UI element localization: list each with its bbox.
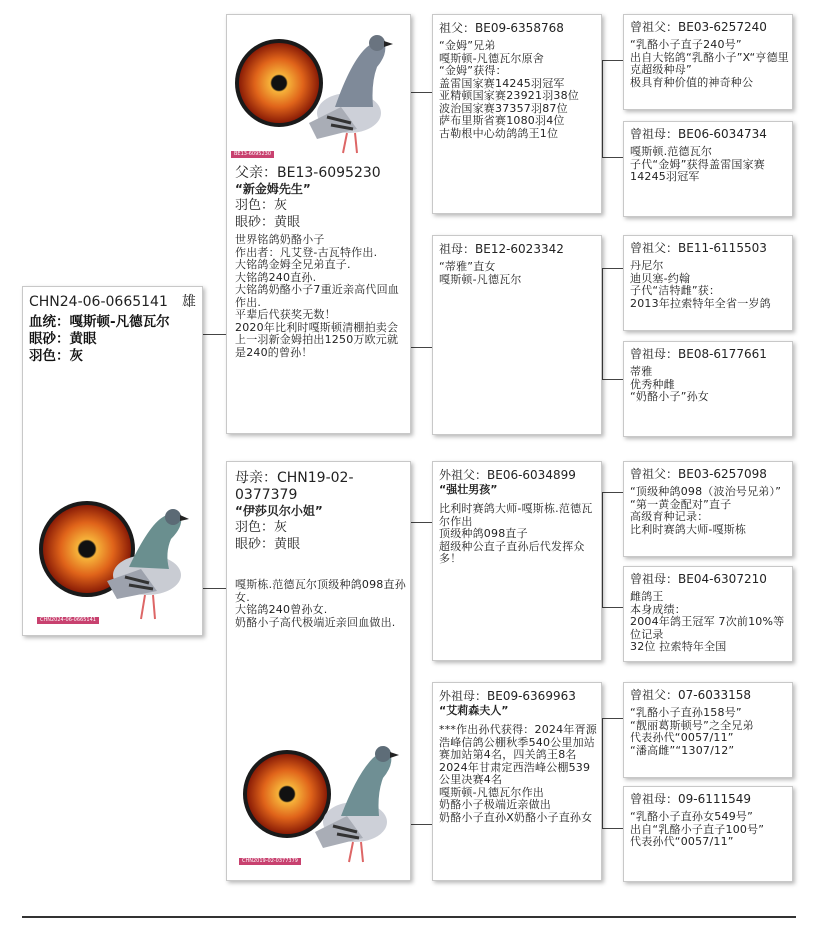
sire-card	[226, 14, 411, 434]
subject-color: 羽色：灰	[29, 348, 83, 364]
connector	[602, 60, 603, 157]
great-granddam-3-ring: 曾祖母：BE04-6307210	[630, 572, 767, 586]
dam-photo	[239, 734, 409, 874]
dam-color: 羽色：灰	[235, 520, 288, 535]
sire-sire-body: “金姆”兄弟 嘎斯顿-凡德瓦尔原舍 “金姆”获得： 盖雷国家赛14245羽冠军 亚精顿国家赛23921羽38位 波治国家赛37357羽87位 萨布里斯省赛1080羽4位 古勒根中心幼鸽鸽王1位	[439, 39, 579, 140]
great-grandsire-2-card	[623, 235, 793, 331]
sire-sire-ring: 祖父：BE09-6358768	[439, 21, 564, 35]
connector	[602, 828, 623, 829]
dam-card	[226, 461, 411, 881]
great-grandsire-1-body: “乳酪小子直子240号” 出自大铭鸽“乳酪小子”X“亨德里克超级种母” 极具育种价值的神奇种公	[630, 38, 789, 89]
connector	[602, 607, 623, 608]
sire-description: 世界铭鸽奶酪小子 作出者：凡艾登-古瓦特作出. 大铭鸽金姆全兄弟直子. 大铭鸽240直孙. 大铭鸽奶酪小子7重近亲高代回血作出. 平辈后代获奖无数！ 2020年比利时嘎斯顿清棚拍卖会上一羽新金姆拍出1250万欧元就是240的曾孙！	[235, 233, 399, 359]
connector	[602, 268, 603, 379]
sire-dam-body: “蒂雅”直女 嘎斯顿-凡德瓦尔	[439, 260, 522, 286]
great-grandsire-4-body: “乳酪小子直孙158号” “靓丽葛斯顿号”之全兄弟 代表孙代“0057/11” “潘高雌”“1307/12”	[630, 706, 754, 757]
dam-eye: 眼砂：黄眼	[235, 537, 301, 552]
great-grandsire-2-body: 丹尼尔 迪贝塞-约翰 子代“洁特雌”获： 2013年拉索特年全省一岁鸽	[630, 259, 771, 310]
great-granddam-2-body: 蒂雅 优秀种雌 “奶酪小子”孙女	[630, 365, 709, 403]
subject-photo	[37, 495, 191, 635]
subject-eye: 眼砂：黄眼	[29, 331, 97, 347]
bottom-divider	[22, 916, 796, 918]
great-grandsire-4-ring: 曾祖父：07-6033158	[630, 688, 752, 702]
connector	[202, 334, 226, 335]
connector	[410, 347, 432, 348]
great-granddam-4-ring: 曾祖母：09-6111549	[630, 792, 752, 806]
sire-ring: 父亲：BE13-6095230	[235, 165, 381, 181]
great-granddam-1-card	[623, 121, 793, 217]
connector	[602, 268, 623, 269]
great-grandsire-1-ring: 曾祖父：BE03-6257240	[630, 20, 767, 34]
connector	[602, 492, 623, 493]
dam-nickname: “伊莎贝尔小姐”	[235, 504, 323, 518]
dam-ring: 母亲：CHN19-02-0377379	[235, 470, 354, 503]
sire-color: 羽色：灰	[235, 198, 288, 213]
great-grandsire-2-ring: 曾祖父：BE11-6115503	[630, 241, 767, 255]
great-grandsire-1-card	[623, 14, 793, 110]
dam-dam-card	[432, 682, 602, 881]
great-granddam-2-ring: 曾祖母：BE08-6177661	[630, 347, 767, 361]
dam-dam-nickname: “艾莉森夫人”	[439, 704, 509, 717]
great-granddam-4-card	[623, 786, 793, 882]
subject-ring: CHN24-06-0665141	[29, 294, 168, 310]
sire-eye: 眼砂：黄眼	[235, 215, 301, 230]
sire-photo-tag: BE13-6095230	[231, 151, 274, 158]
great-grandsire-3-card	[623, 461, 793, 557]
dam-dam-body: ***作出孙代获得：2024年胥源浩峰信鸽公棚秋季540公里加站赛加站第4名，四关鸽王8名 2024年甘肃定西浩峰公棚539公里决赛4名 嘎斯顿-凡德瓦尔作出 奶酪小子极端近亲做出 奶酪小子直孙X奶酪小子直孙女	[439, 723, 597, 824]
subject-bloodline: 血统：嘎斯顿-凡德瓦尔	[29, 314, 170, 330]
great-granddam-1-body: 嘎斯顿.范德瓦尔 子代“金姆”获得盖雷国家赛14245羽冠军	[630, 145, 765, 183]
sire-sire-card	[432, 14, 602, 214]
great-grandsire-3-body: “顶级种鸽098（波治号兄弟）” “第一黄金配对”直子 高级育种记录： 比利时赛鸽大师-嘎斯栋	[630, 485, 782, 536]
connector	[410, 522, 432, 523]
connector	[410, 92, 432, 93]
dam-sire-ring: 外祖父：BE06-6034899	[439, 468, 576, 482]
great-granddam-1-ring: 曾祖母：BE06-6034734	[630, 127, 767, 141]
connector	[602, 379, 623, 380]
sire-photo	[231, 21, 401, 166]
subject-card	[22, 286, 203, 636]
great-grandsire-3-ring: 曾祖父：BE03-6257098	[630, 467, 767, 481]
dam-dam-ring: 外祖母：BE09-6369963	[439, 689, 576, 703]
dam-description: 嘎斯栋.范德瓦尔顶级种鸽098直孙女. 大铭鸽240曾孙女. 奶酪小子高代极端近亲回血做出.	[235, 578, 406, 629]
great-granddam-2-card	[623, 341, 793, 437]
great-granddam-3-body: 雌鸽王 本身成绩： 2004年鸽王冠军 7次前10%等位记录 32位 拉索特年全国	[630, 590, 785, 653]
dam-sire-body: 比利时赛鸽大师-嘎斯栋.范德瓦尔作出 顶级种鸽098直子 超级种公直子直孙后代发挥众多！	[439, 502, 593, 565]
connector	[602, 157, 623, 158]
dam-sire-card	[432, 461, 602, 661]
connector	[602, 718, 623, 719]
great-grandsire-4-card	[623, 682, 793, 778]
sire-dam-card	[432, 235, 602, 435]
sire-dam-ring: 祖母：BE12-6023342	[439, 242, 564, 256]
connector	[602, 718, 603, 828]
dam-photo-tag: CHN2019-02-0377379	[239, 858, 301, 865]
great-granddam-4-body: “乳酪小子直孙女549号” 出自“乳酪小子直子100号” 代表孙代“0057/11”	[630, 810, 765, 848]
connector	[602, 60, 623, 61]
great-granddam-3-card	[623, 566, 793, 662]
dam-sire-nickname: “强壮男孩”	[439, 483, 498, 496]
subject-photo-tag: CHN2024-06-0665141	[37, 617, 99, 624]
connector	[602, 492, 603, 607]
connector	[410, 824, 432, 825]
subject-sex: 雄	[181, 294, 196, 310]
sire-nickname: “新金姆先生”	[235, 182, 311, 196]
connector	[202, 588, 226, 589]
